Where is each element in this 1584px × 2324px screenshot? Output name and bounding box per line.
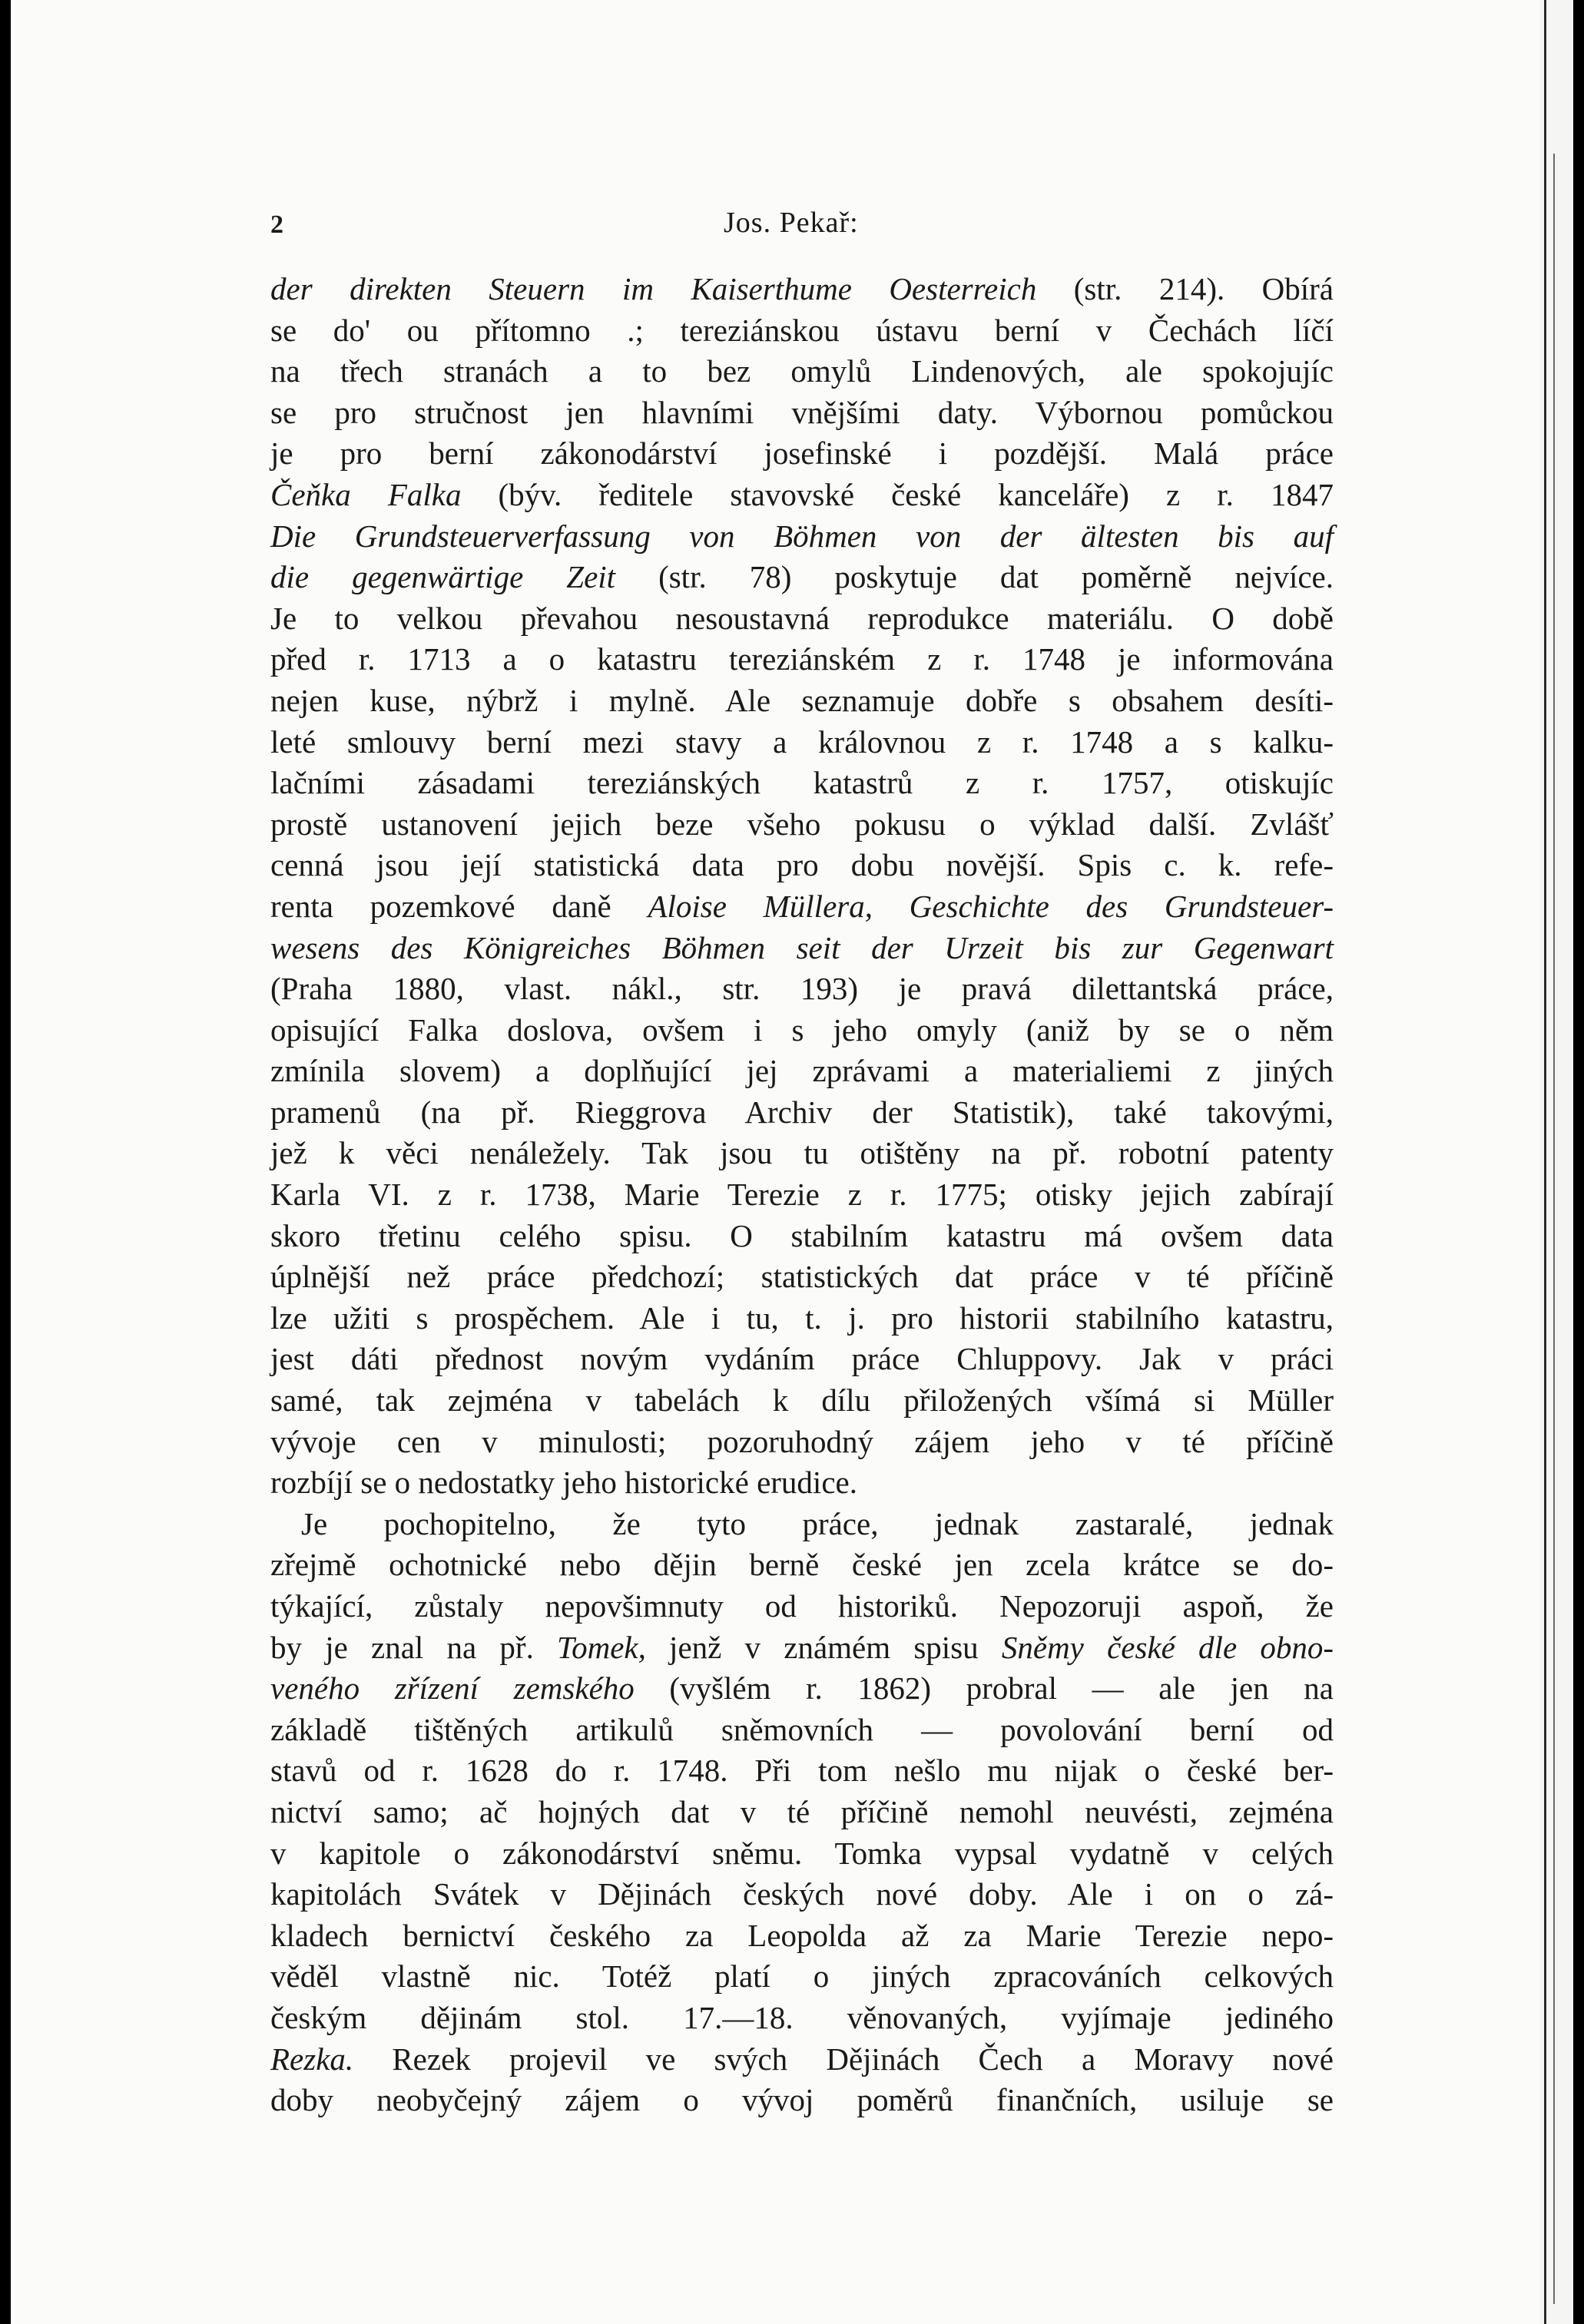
text-line <box>270 722 1334 763</box>
text-segment: leté smlouvy berní mezi stavy a královnou z r. 1748 a s kalku- <box>270 723 1334 760</box>
text-line <box>270 351 1334 392</box>
spine-inner-line <box>1553 154 1555 2304</box>
text-segment: Je to velkou převahou nesoustavná reprodukce materiálu. O době <box>270 600 1334 636</box>
text-line <box>270 763 1334 804</box>
text-line <box>270 1833 1334 1875</box>
text-segment: základě tištěných artikulů sněmovních — povolování berní od <box>270 1711 1334 1747</box>
text-segment: je pro berní zákonodárství josefinské i pozdější. Malá práce <box>270 435 1334 472</box>
text-line <box>270 1710 1334 1751</box>
text-line <box>270 1174 1334 1216</box>
text-segment: zmínila slovem) a doplňující jej zprávami a materialiemi z jiných <box>270 1053 1334 1089</box>
text-line <box>270 392 1334 434</box>
italic-segment: Die Grundsteuerverfassung von Böhmen von der ältesten bis auf <box>270 518 1334 554</box>
text-segment: jež k věci nenáležely. Tak jsou tu otištěny na př. robotní patenty <box>270 1135 1334 1171</box>
text-segment: zřejmě ochotnické nebo dějin berně české jen zcela krátce se do- <box>270 1547 1334 1583</box>
text-segment: opisující Falka doslova, ovšem i s jeho omyly (aniž by se o něm <box>270 1011 1334 1048</box>
text-segment: cenná jsou její statistická data pro dobu novější. Spis c. k. refe- <box>270 847 1334 883</box>
text-line <box>270 968 1334 1010</box>
text-line <box>270 598 1334 640</box>
text-line <box>270 1298 1334 1339</box>
text-segment: stavů od r. 1628 do r. 1748. Při tom nešlo mu nijak o české ber- <box>270 1753 1334 1789</box>
text-line <box>270 557 1334 598</box>
text-line <box>270 1998 1334 2039</box>
text-segment: doby neobyčejný zájem o vývoj poměrů finančních, usiluje se <box>270 2082 1334 2118</box>
text-line <box>270 1586 1334 1627</box>
text-segment: (str. 78) poskytuje dat poměrně nejvíce. <box>615 559 1334 595</box>
text-line <box>270 475 1334 516</box>
text-segment: (býv. ředitele stavovské české kanceláře) z r. 1847 <box>461 476 1334 512</box>
text-line <box>270 680 1334 722</box>
text-segment: před r. 1713 a o katastru tereziánském z r. 1748 je informována <box>270 641 1334 677</box>
text-segment: (Praha 1880, vlast. nákl., str. 193) je pravá dilettantská práce, <box>270 971 1334 1007</box>
text-line <box>270 1339 1334 1380</box>
text-segment: samé, tak zejména v tabelách k dílu přiložených všímá si Müller <box>270 1382 1334 1419</box>
running-head: Jos. Pekař: <box>724 207 859 239</box>
text-segment: prostě ustanovení jejich beze všeho pokusu o výklad další. Zvlášť <box>270 806 1334 842</box>
text-segment: kladech bernictví českého za Leopolda až za Marie Terezie nepo- <box>270 1917 1334 1953</box>
text-line <box>270 804 1334 846</box>
italic-segment: Aloise Müllera, Geschichte des Grundsteuer- <box>648 888 1334 924</box>
italic-segment: der direkten Steuern im Kaiserthume Oesterreich <box>270 271 1037 306</box>
text-line <box>270 1010 1334 1051</box>
text-segment: nictví samo; ač hojných dat v té příčině nemohl neuvésti, zejména <box>270 1793 1334 1829</box>
text-segment: by je znal na př. <box>270 1629 558 1665</box>
text-line <box>270 310 1334 352</box>
text-line <box>270 1504 1334 1545</box>
text-line <box>270 1380 1334 1422</box>
italic-segment: veného zřízení zemského <box>270 1670 635 1707</box>
text-segment: lze užiti s prospěchem. Ale i tu, t. j. pro historii stabilního katastru, <box>270 1299 1334 1336</box>
text-line <box>270 2039 1334 2081</box>
text-segment: Rezek projevil ve svých Dějinách Čech a Moravy nové <box>353 2041 1334 2077</box>
text-line <box>270 1874 1334 1915</box>
text-segment: na třech stranách a to bez omylů Lindenových, ale spokojujíc <box>270 353 1334 389</box>
text-segment: (vyšlém r. 1862) probral — ale jen na <box>634 1670 1334 1707</box>
text-segment: v kapitole o zákonodárství sněmu. Tomka vypsal vydatně v celých <box>270 1835 1334 1871</box>
text-segment: Karla VI. z r. 1738, Marie Terezie z r. 1775; otisky jejich zabírají <box>270 1177 1334 1213</box>
text-segment: rozbíjí se o nedostatky jeho historické erudice. <box>270 1465 857 1501</box>
text-line <box>270 1956 1334 1998</box>
text-segment: jest dáti přednost novým vydáním práce Chluppovy. Jak v práci <box>270 1341 1334 1377</box>
text-line <box>270 516 1334 558</box>
text-segment: věděl vlastně nic. Totéž platí o jiných zpracováních celkových <box>270 1958 1334 1995</box>
italic-segment: Čeňka Falka <box>270 476 462 512</box>
text-segment: lačními zásadami tereziánských katastrů z r. 1757, otiskujíc <box>270 765 1334 801</box>
text-line <box>270 1544 1334 1586</box>
text-segment: Je pochopitelno, že tyto práce, jednak zastaralé, jednak <box>301 1505 1334 1541</box>
italic-segment: Sněmy české dle obno- <box>1001 1629 1334 1665</box>
text-segment: vývoje cen v minulosti; pozoruhodný zájem jeho v té příčině <box>270 1423 1334 1459</box>
body-text <box>270 269 1334 2121</box>
text-line <box>270 1256 1334 1298</box>
text-line <box>270 1627 1334 1669</box>
text-line <box>270 1422 1334 1463</box>
italic-segment: Tomek, <box>557 1629 646 1665</box>
text-line <box>270 433 1334 475</box>
text-line <box>270 1462 1334 1504</box>
text-segment: úplnější než práce předchozí; statistických dat práce v té příčině <box>270 1259 1334 1295</box>
italic-segment: wesens des Königreiches Böhmen seit der Urzeit bis zur Gegenwart <box>270 929 1334 965</box>
text-line <box>270 269 1334 310</box>
text-segment: českým dějinám stol. 17.—18. věnovaných, vyjímaje jediného <box>270 1999 1334 2035</box>
text-line <box>270 1216 1334 1257</box>
text-line <box>270 2080 1334 2121</box>
text-segment: skoro třetinu celého spisu. O stabilním katastru má ovšem data <box>270 1217 1334 1253</box>
text-line <box>270 1092 1334 1134</box>
text-line <box>270 1792 1334 1833</box>
italic-segment: die gegenwärtige Zeit <box>270 559 616 595</box>
text-line <box>270 1750 1334 1792</box>
text-line <box>270 639 1334 680</box>
text-line <box>270 886 1334 928</box>
text-segment: se do' ou přítomno .; tereziánskou ústavu berní v Čechách líčí <box>270 312 1334 348</box>
text-segment: renta pozemkové daně <box>270 888 648 924</box>
text-segment: (str. 214). Obírá <box>1036 271 1334 306</box>
text-segment: jenž v známém spisu <box>645 1629 1002 1665</box>
text-line <box>270 1915 1334 1957</box>
text-line <box>270 1668 1334 1710</box>
text-line <box>270 1051 1334 1092</box>
spine-shadow-line <box>1544 0 1546 2324</box>
page-number: 2 <box>270 210 283 239</box>
text-segment: kapitolách Svátek v Dějinách českých nové doby. Ale i on o zá- <box>270 1876 1334 1912</box>
text-line <box>270 845 1334 886</box>
text-segment: týkající, zůstaly nepovšimnuty od historiků. Nepozoruji aspoň, že <box>270 1588 1334 1624</box>
text-segment: se pro stručnost jen hlavními vnějšími daty. Výbornou pomůckou <box>270 394 1334 430</box>
text-segment: nejen kuse, nýbrž i mylně. Ale seznamuje dobře s obsahem desíti- <box>270 682 1334 718</box>
text-line <box>270 928 1334 969</box>
italic-segment: Rezka. <box>270 2041 354 2077</box>
text-segment: pramenů (na př. Rieggrova Archiv der Statistik), také takovými, <box>270 1094 1334 1130</box>
text-line <box>270 1133 1334 1174</box>
page-header <box>270 206 1334 252</box>
